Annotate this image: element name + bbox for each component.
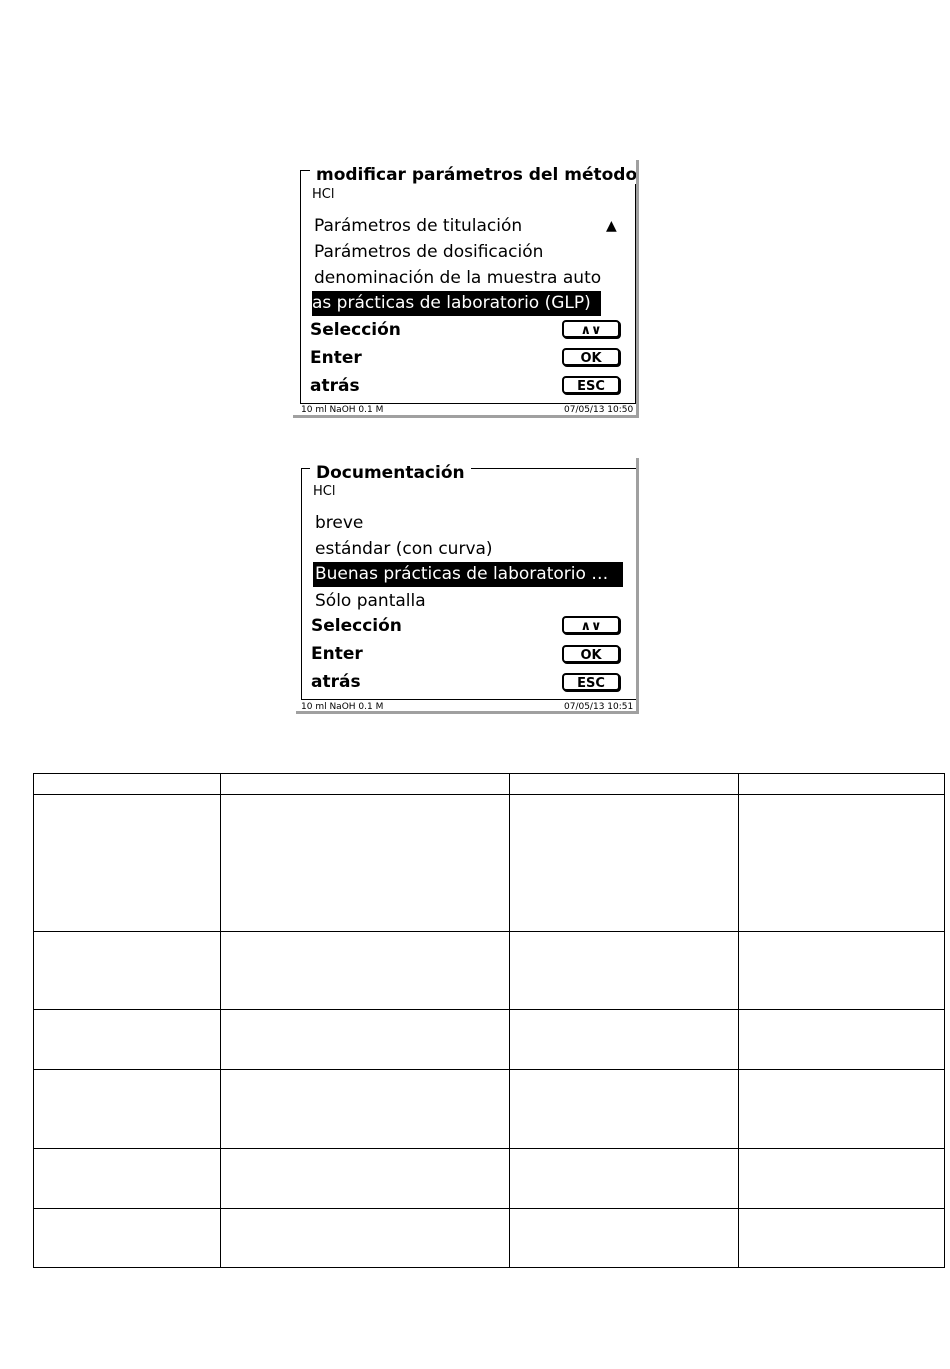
table-row xyxy=(34,1209,945,1268)
table-cell xyxy=(221,795,510,932)
table-cell xyxy=(221,1010,510,1070)
table-cell xyxy=(739,774,945,795)
table-cell xyxy=(34,1149,221,1209)
table-row xyxy=(34,1149,945,1209)
ok-button[interactable]: OK xyxy=(562,348,620,366)
screen-edge xyxy=(636,458,639,714)
table-row xyxy=(34,795,945,932)
method-name: HCl xyxy=(313,484,336,499)
triangle-up-icon[interactable]: ▲ xyxy=(606,218,617,234)
ok-button[interactable]: OK xyxy=(562,645,620,663)
table-cell xyxy=(221,932,510,1010)
table-cell xyxy=(510,932,739,1010)
method-parameters-screen xyxy=(293,160,642,420)
screen-edge xyxy=(636,160,639,418)
menu-item-standard[interactable]: estándar (con curva) xyxy=(315,539,493,559)
menu-item-screen-only[interactable]: Sólo pantalla xyxy=(315,591,426,611)
menu-item-glp[interactable]: Buenas prácticas de laboratorio … xyxy=(313,562,623,587)
table-cell xyxy=(510,1070,739,1149)
table-cell xyxy=(739,1149,945,1209)
table-cell xyxy=(510,1010,739,1070)
table-cell xyxy=(739,1209,945,1268)
menu-item-short[interactable]: breve xyxy=(315,513,364,533)
screen-edge xyxy=(293,415,639,418)
empty-table xyxy=(33,773,945,1268)
method-name: HCl xyxy=(312,187,335,202)
table-row xyxy=(34,932,945,1010)
table-cell xyxy=(739,1070,945,1149)
esc-button[interactable]: ESC xyxy=(562,376,620,394)
table-cell xyxy=(510,774,739,795)
selection-label: Selección xyxy=(310,320,401,340)
status-datetime: 07/05/13 10:51 xyxy=(564,702,634,712)
table-cell xyxy=(34,1010,221,1070)
screen-title: modificar parámetros del método xyxy=(310,166,643,184)
table-cell xyxy=(739,932,945,1010)
up-down-button[interactable]: ∧∨ xyxy=(562,320,620,338)
table-cell xyxy=(510,795,739,932)
table-cell xyxy=(34,1209,221,1268)
table-cell xyxy=(34,774,221,795)
table-cell xyxy=(34,795,221,932)
screen-edge xyxy=(296,711,639,714)
table-row xyxy=(34,1070,945,1149)
status-reagent: 10 ml NaOH 0.1 M xyxy=(301,702,384,712)
menu-item-titration-params[interactable]: Parámetros de titulación xyxy=(314,216,523,236)
enter-label: Enter xyxy=(311,644,363,664)
screen-title: Documentación xyxy=(310,464,471,482)
table-cell xyxy=(221,1070,510,1149)
table-row xyxy=(34,1010,945,1070)
status-reagent: 10 ml NaOH 0.1 M xyxy=(301,405,384,415)
enter-label: Enter xyxy=(310,348,362,368)
table-cell xyxy=(739,1010,945,1070)
status-datetime: 07/05/13 10:50 xyxy=(564,405,634,415)
table-row xyxy=(34,774,945,795)
esc-button[interactable]: ESC xyxy=(562,673,620,691)
table-cell xyxy=(34,1070,221,1149)
table-cell xyxy=(510,1149,739,1209)
menu-item-dosing-params[interactable]: Parámetros de dosificación xyxy=(314,242,544,262)
menu-item-sample-name[interactable]: denominación de la muestra auto xyxy=(314,268,602,288)
menu-item-glp[interactable]: as prácticas de laboratorio (GLP) xyxy=(312,291,601,316)
table-cell xyxy=(221,1149,510,1209)
documentation-screen xyxy=(296,458,639,716)
back-label: atrás xyxy=(311,672,361,692)
table-cell xyxy=(221,774,510,795)
up-down-button[interactable]: ∧∨ xyxy=(562,616,620,634)
table-cell xyxy=(739,795,945,932)
back-label: atrás xyxy=(310,376,360,396)
table-cell xyxy=(221,1209,510,1268)
selection-label: Selección xyxy=(311,616,402,636)
table-cell xyxy=(34,932,221,1010)
table-cell xyxy=(510,1209,739,1268)
